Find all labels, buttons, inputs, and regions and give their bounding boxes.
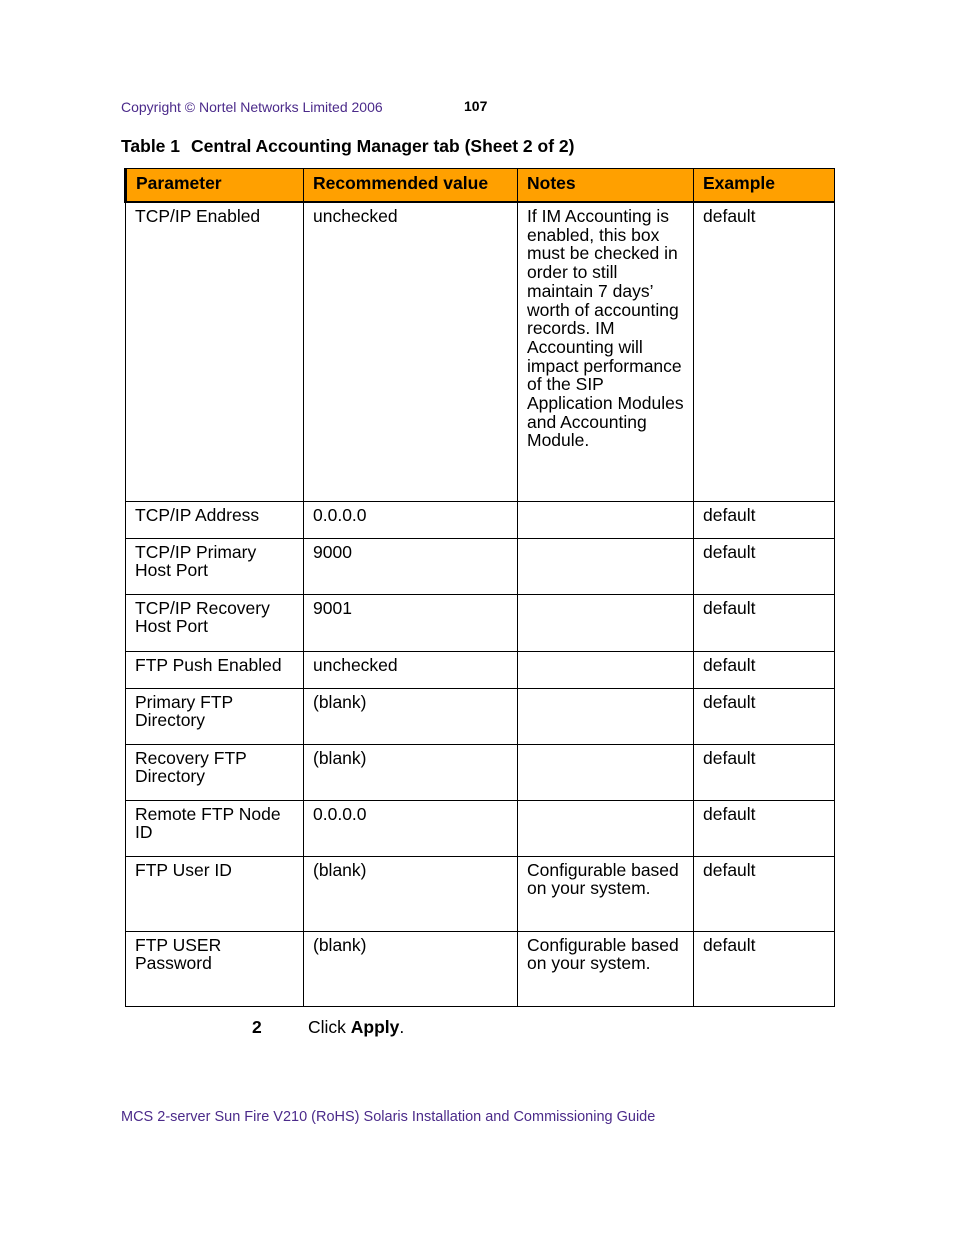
step-prefix: Click: [308, 1017, 351, 1037]
table-caption-label: Table 1: [121, 136, 181, 156]
cell-parameter: FTP Push Enabled: [126, 651, 304, 688]
cell-parameter: TCP/IP Enabled: [126, 202, 304, 501]
cell-example: default: [694, 800, 835, 856]
table-row: [126, 744, 835, 800]
cell-parameter: TCP/IP Address: [126, 501, 304, 538]
page-number: 107: [464, 98, 488, 114]
cell-example: default: [694, 594, 835, 651]
cell-parameter: FTP USER Password: [126, 931, 304, 1006]
table-caption: [121, 136, 574, 157]
column-header-notes: Notes: [518, 169, 694, 203]
cell-example: default: [694, 744, 835, 800]
cell-example: default: [694, 856, 835, 931]
cell-parameter: Recovery FTP Directory: [126, 744, 304, 800]
cell-notes: If IM Accounting is enabled, this box must be checked in order to still maintain 7 days’ worth of accounting records. IM Accounting will impact performance of the SIP Application Modules and Accounting Module.: [518, 202, 694, 501]
table-row: [126, 501, 835, 538]
footer-guide-title: MCS 2-server Sun Fire V210 (RoHS) Solaris Installation and Commissioning Guide: [121, 1109, 656, 1125]
cell-notes: Configurable based on your system.: [518, 931, 694, 1006]
cell-value: (blank): [304, 744, 518, 800]
cell-example: default: [694, 538, 835, 594]
step-instruction: [308, 1017, 404, 1038]
cell-example: default: [694, 688, 835, 744]
copyright-notice: Copyright © Nortel Networks Limited 2006: [121, 99, 383, 115]
cell-example: default: [694, 202, 835, 501]
cell-notes: [518, 744, 694, 800]
cell-value: 0.0.0.0: [304, 501, 518, 538]
cell-value: 0.0.0.0: [304, 800, 518, 856]
table-header-row: [126, 169, 835, 203]
cell-value: (blank): [304, 688, 518, 744]
column-header-recommended-value: Recommended value: [304, 169, 518, 203]
table-row: [126, 688, 835, 744]
column-header-example: Example: [694, 169, 835, 203]
table-row: [126, 931, 835, 1006]
table-row: [126, 800, 835, 856]
table-row: [126, 594, 835, 651]
cell-notes: [518, 688, 694, 744]
cell-parameter: TCP/IP Recovery Host Port: [126, 594, 304, 651]
step-action-apply: Apply: [350, 1017, 400, 1037]
cell-notes: [518, 594, 694, 651]
cell-value: (blank): [304, 931, 518, 1006]
table-row: [126, 538, 835, 594]
cell-value: 9000: [304, 538, 518, 594]
cell-value: (blank): [304, 856, 518, 931]
cell-notes: [518, 800, 694, 856]
table-caption-title: Central Accounting Manager tab (Sheet 2 of 2): [191, 136, 575, 156]
parameters-table: [124, 168, 835, 1007]
cell-example: default: [694, 501, 835, 538]
table-row: [126, 202, 835, 501]
cell-notes: [518, 501, 694, 538]
cell-value: unchecked: [304, 651, 518, 688]
cell-parameter: FTP User ID: [126, 856, 304, 931]
step-number: 2: [252, 1017, 262, 1037]
cell-parameter: Remote FTP Node ID: [126, 800, 304, 856]
cell-notes: Configurable based on your system.: [518, 856, 694, 931]
step-suffix: .: [399, 1017, 405, 1037]
cell-value: 9001: [304, 594, 518, 651]
cell-parameter: Primary FTP Directory: [126, 688, 304, 744]
cell-example: default: [694, 651, 835, 688]
column-header-parameter: Parameter: [126, 169, 304, 203]
table-row: [126, 856, 835, 931]
table-row: [126, 651, 835, 688]
cell-example: default: [694, 931, 835, 1006]
cell-value: unchecked: [304, 202, 518, 501]
cell-notes: [518, 651, 694, 688]
cell-notes: [518, 538, 694, 594]
cell-parameter: TCP/IP Primary Host Port: [126, 538, 304, 594]
